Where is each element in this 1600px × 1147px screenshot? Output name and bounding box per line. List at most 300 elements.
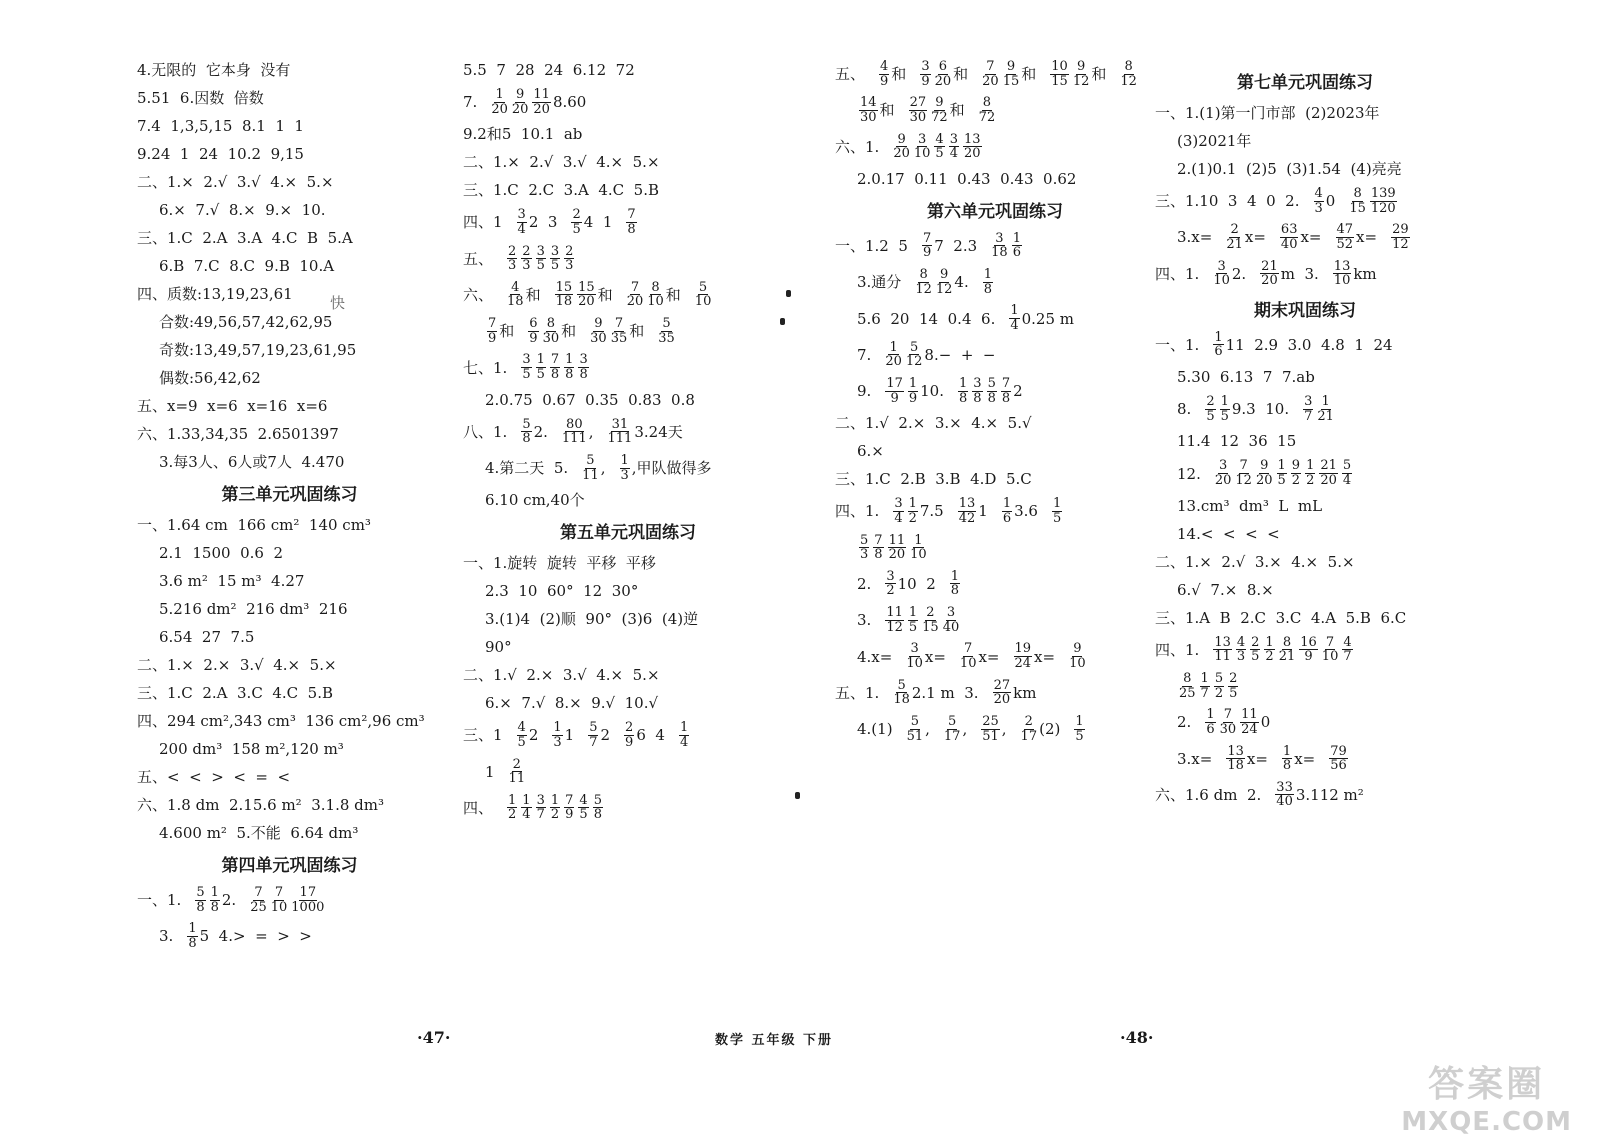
fraction-denominator: 7 [536, 807, 545, 823]
answer-text: 10 2 [897, 574, 936, 593]
answer-line [137, 627, 442, 647]
answer-line [463, 490, 793, 510]
fraction [906, 341, 923, 369]
fraction-numerator: 21 [1261, 258, 1278, 274]
fraction-numerator: 1 [914, 532, 923, 548]
answer-text: 和 [949, 101, 965, 120]
fraction-numerator: 3 [886, 568, 895, 584]
answer-text: 3. [857, 611, 872, 630]
answer-line [137, 711, 442, 731]
answer-text: 六、1. [835, 137, 880, 156]
fraction-denominator: 7 [1343, 649, 1352, 665]
section-heading: 第四单元巩固练习 [221, 856, 358, 876]
fraction-numerator: 4 [1314, 186, 1323, 201]
fraction-numerator: 1 [188, 921, 197, 937]
answer-line [1155, 367, 1455, 387]
fraction-denominator: 52 [1336, 236, 1354, 252]
fraction-denominator: 8 [565, 367, 574, 383]
fraction [1236, 636, 1246, 664]
fraction [915, 268, 932, 296]
fraction [1342, 459, 1352, 487]
fraction-numerator: 4 [880, 59, 889, 74]
fraction [922, 232, 932, 260]
fraction [958, 497, 977, 525]
answer-text: 4 1 [583, 213, 613, 232]
fraction-denominator: 12 [905, 354, 923, 370]
fraction [552, 721, 562, 749]
fraction [487, 317, 497, 345]
fraction-denominator: 4 [949, 146, 958, 162]
fraction-denominator: 2 [508, 807, 517, 823]
ink-spot [780, 318, 785, 325]
fraction-denominator: 25 [1179, 685, 1196, 701]
fraction [626, 208, 636, 236]
fraction-denominator: 51 [906, 728, 924, 744]
fraction-denominator: 8 [973, 390, 982, 406]
fraction-denominator: 12 [915, 281, 932, 297]
fraction [578, 353, 588, 381]
page-number-right: ·48· [1120, 1028, 1154, 1047]
fraction [958, 377, 968, 405]
answer-line [463, 208, 793, 236]
fraction-denominator: 12 [1120, 73, 1137, 89]
answer-text: 5 4.> = > > [199, 927, 312, 946]
fraction [578, 794, 588, 822]
fraction-denominator: 5 [908, 619, 918, 635]
answer-text: 4.无限的 它本身 没有 [137, 61, 291, 79]
fraction [1205, 708, 1215, 736]
fraction-denominator: 21 [1317, 408, 1334, 424]
answer-text: 三、1.C 2.A 3.A 4.C B 5.A [137, 229, 353, 247]
answer-line [463, 553, 793, 573]
fraction [1275, 781, 1294, 809]
fraction-denominator: 2 [908, 510, 917, 526]
answer-text: 和 [629, 322, 645, 341]
fraction-numerator: 13 [958, 496, 976, 512]
fraction-numerator: 1 [1265, 634, 1274, 650]
fraction-numerator: 8 [1183, 670, 1192, 686]
answer-line [137, 452, 442, 472]
fraction-numerator: 79 [1330, 743, 1347, 759]
fraction [507, 794, 517, 822]
fraction [879, 60, 889, 88]
fraction [210, 886, 220, 914]
fraction [944, 715, 961, 743]
fraction-denominator: 9 [529, 330, 538, 346]
fraction-numerator: 1 [1052, 496, 1062, 512]
answer-text: 3.x= [1177, 749, 1213, 768]
fraction [885, 570, 895, 598]
answer-line [137, 172, 442, 192]
answer-text: 2.1 m 3. [911, 683, 979, 702]
fraction-denominator: 10 [694, 294, 712, 310]
fraction-numerator: 3 [894, 496, 903, 512]
fraction-denominator: 5 [1220, 408, 1229, 424]
fraction-numerator: 5 [1214, 670, 1224, 686]
fraction-denominator: 5 [536, 367, 545, 383]
fraction-numerator: 5 [860, 532, 869, 548]
fraction-numerator: 2 [508, 243, 517, 259]
fraction-numerator: 139 [1370, 186, 1396, 201]
fraction [695, 281, 712, 309]
fraction [536, 794, 546, 822]
fraction-numerator: 5 [897, 677, 906, 693]
fraction-denominator: 10 [1321, 649, 1339, 665]
fraction [582, 454, 599, 482]
answer-line [137, 60, 442, 80]
fraction-denominator: 5 [1052, 510, 1062, 526]
answer-line [137, 312, 442, 332]
column-3 [835, 60, 1155, 751]
answer-line [1155, 580, 1455, 600]
answer-line [137, 599, 442, 619]
fraction [1003, 60, 1020, 88]
fraction [920, 60, 930, 88]
fraction-numerator: 6 [529, 316, 538, 332]
fraction-denominator: 21 [1226, 236, 1243, 252]
fraction [936, 268, 953, 296]
fraction-denominator: 20 [893, 146, 910, 162]
fraction-denominator: 4 [894, 510, 903, 526]
fraction-numerator: 7 [488, 316, 497, 332]
fraction-numerator: 13 [1333, 258, 1351, 274]
fraction-denominator: 10 [910, 547, 927, 563]
fraction [885, 606, 904, 634]
fraction [1002, 497, 1012, 525]
fraction-denominator: 8 [210, 899, 219, 915]
answer-line [835, 413, 1155, 433]
fraction-denominator: 4 [517, 221, 526, 237]
fraction [909, 96, 928, 124]
answer-text: 2 [600, 726, 611, 745]
fraction [1291, 459, 1301, 487]
fraction [271, 886, 288, 914]
fraction-denominator: 35 [610, 330, 628, 346]
fraction-denominator: 111 [561, 431, 587, 447]
answer-text: 4. [954, 273, 969, 292]
fraction-numerator: 47 [1336, 222, 1354, 238]
answer-line [835, 341, 1155, 369]
answer-text: 7. [463, 93, 478, 112]
fraction-denominator: 5 [579, 807, 588, 823]
answer-line [1155, 131, 1455, 151]
fraction-numerator: 7 [874, 532, 883, 548]
fraction [950, 570, 960, 598]
fraction-numerator: 11 [888, 532, 906, 548]
fraction-numerator: 3 [536, 243, 545, 259]
answer-line [137, 683, 442, 703]
answer-text: 七、1. [463, 358, 508, 377]
answer-text: x= [1246, 749, 1268, 768]
fraction [981, 715, 1000, 743]
fraction-denominator: 24 [1014, 656, 1032, 672]
answer-text: 8.− + − [924, 345, 996, 364]
fraction-numerator: 1 [553, 720, 562, 736]
fraction-denominator: 10 [959, 656, 977, 672]
fraction-denominator: 20 [993, 692, 1011, 708]
fraction-denominator: 17 [1020, 728, 1038, 744]
answer-text: , [588, 422, 594, 441]
answer-line [463, 390, 793, 410]
answer-text: 9.3 10. [1231, 400, 1290, 419]
fraction-numerator: 7 [274, 885, 284, 900]
fraction-numerator: 27 [993, 677, 1011, 693]
fraction-denominator: 5 [935, 146, 944, 162]
fraction [512, 88, 529, 116]
fraction-numerator: 8 [1124, 59, 1133, 74]
fraction-numerator: 33 [1276, 779, 1293, 795]
answer-text: 7 2.3 [934, 236, 978, 255]
fraction-numerator: 3 [579, 352, 588, 368]
answer-text: 6 4 [636, 726, 665, 745]
fraction-numerator: 2 [522, 243, 531, 259]
fraction [647, 281, 664, 309]
fraction-numerator: 1 [959, 375, 968, 391]
fraction [1050, 60, 1069, 88]
fraction-numerator: 9 [515, 87, 525, 102]
answer-text: 4.(1) [857, 720, 893, 739]
fraction-numerator: 1 [908, 605, 918, 621]
fraction-denominator: 5 [522, 367, 531, 383]
fraction [908, 497, 918, 525]
fraction-denominator: 18 [555, 294, 573, 310]
fraction [1205, 395, 1215, 423]
fraction [1001, 377, 1011, 405]
answer-text: 4.x= [857, 647, 893, 666]
fraction-numerator: 5 [909, 339, 919, 355]
fraction [1120, 60, 1137, 88]
fraction-numerator: 5 [196, 885, 205, 900]
answer-line [137, 795, 442, 815]
fraction [960, 642, 977, 670]
fraction [888, 534, 907, 562]
answer-line [1155, 331, 1455, 359]
answer-text: 9.2和5 10.1 ab [463, 125, 583, 144]
fraction-denominator: 8 [188, 935, 197, 951]
fraction [922, 606, 939, 634]
answer-text: 三、1.A B 2.C 3.C 4.A 5.B 6.C [1155, 608, 1407, 627]
answer-line [1155, 608, 1455, 628]
answer-text: 10. [920, 382, 944, 401]
fraction-denominator: 30 [909, 109, 927, 125]
fraction-denominator: 12 [935, 281, 953, 297]
fraction-denominator: 2 [886, 583, 895, 599]
answer-text: km [1013, 683, 1037, 702]
fraction-denominator: 21 [1278, 649, 1296, 665]
fraction [543, 317, 560, 345]
fraction [1074, 715, 1084, 743]
fraction-numerator: 1 [522, 792, 531, 808]
answer-text: 3.6 m² 15 m³ 4.27 [159, 572, 305, 590]
answer-line [463, 88, 793, 116]
answer-line [835, 169, 1155, 189]
fraction-numerator: 8 [1353, 186, 1362, 201]
fraction-denominator: 11 [1214, 649, 1231, 665]
fraction [1280, 223, 1299, 251]
answer-text: 三、1.C 2.B 3.B 4.D 5.C [835, 470, 1032, 489]
answer-text: 和 [1021, 65, 1037, 84]
fraction-denominator: 72 [931, 109, 948, 125]
answer-text: 三、1.10 3 4 0 2. [1155, 192, 1300, 211]
answer-text: 和 [1091, 65, 1107, 84]
fraction-numerator: 3 [536, 792, 545, 808]
answer-text: (3)2021年 [1177, 132, 1252, 150]
fraction-numerator: 1 [1002, 496, 1012, 512]
column-4 [1155, 60, 1455, 817]
fraction-numerator: 7 [627, 207, 636, 223]
fraction [1329, 745, 1348, 773]
fraction [532, 88, 551, 116]
answer-text: 0 [1325, 192, 1336, 211]
fraction-numerator: 8 [919, 267, 928, 283]
fraction-numerator: 1 [950, 568, 960, 584]
answer-text: 一、1.2 5 [835, 236, 908, 255]
fraction-denominator: 18 [991, 245, 1008, 261]
fraction-denominator: 2 [1265, 649, 1274, 665]
answer-text: x= [1300, 228, 1322, 247]
fraction-denominator: 51 [982, 728, 999, 744]
fraction-denominator: 8 [1282, 758, 1292, 774]
fraction-denominator: 3 [620, 467, 629, 483]
answer-text: 2.3 10 60° 12 30° [485, 582, 639, 601]
answer-text: 一、1.旋转 旋转 平移 平移 [463, 554, 656, 573]
fraction-denominator: 20 [511, 101, 529, 117]
fraction-numerator: 5 [698, 279, 708, 295]
fraction [906, 642, 923, 670]
fraction [577, 281, 596, 309]
fraction [943, 606, 960, 634]
fraction-numerator: 3 [1217, 258, 1226, 274]
fraction-numerator: 1 [983, 267, 992, 283]
fraction [935, 60, 952, 88]
fraction-denominator: 3 [1314, 200, 1323, 216]
answer-text: 2 3 [528, 213, 558, 232]
fraction [1264, 636, 1274, 664]
fraction-denominator: 3 [508, 258, 517, 274]
fraction-denominator: 15 [1349, 200, 1366, 216]
answer-line [1155, 103, 1455, 123]
fraction-numerator: 3 [917, 131, 927, 147]
footer-subject: 数学 五年级 下册 [715, 1033, 834, 1048]
fraction-numerator: 21 [1320, 458, 1337, 474]
answer-text: x= [1034, 647, 1056, 666]
fraction [1226, 745, 1245, 773]
fraction [1069, 642, 1086, 670]
fraction-numerator: 3 [1304, 394, 1313, 410]
answer-text: 2. [533, 422, 548, 441]
fraction [1014, 642, 1033, 670]
fraction-numerator: 19 [1014, 641, 1032, 657]
answer-text: 9. [857, 382, 872, 401]
fraction [1303, 395, 1313, 423]
fraction-denominator: 15 [922, 619, 939, 635]
answer-text: 2.0.17 0.11 0.43 0.43 0.62 [857, 169, 1077, 188]
answer-text: , [600, 459, 606, 478]
answer-text: 5.51 6.因数 倍数 [137, 89, 264, 107]
fraction-denominator: 20 [934, 73, 952, 89]
answer-text: 二、1.× 2.√ 3.√ 4.× 5.× [137, 173, 334, 191]
answer-text: 8.60 [552, 93, 587, 112]
fraction [517, 208, 527, 236]
fraction [1256, 459, 1273, 487]
answer-line [1155, 496, 1455, 516]
watermark [1401, 1056, 1572, 1137]
answer-line [137, 368, 442, 388]
fraction [1213, 260, 1230, 288]
fraction [1220, 708, 1237, 736]
fraction [1215, 459, 1232, 487]
answer-text: (2) [1039, 720, 1061, 739]
answer-text: 和 [561, 322, 577, 341]
answer-text: 3. [159, 927, 174, 946]
fraction-denominator: 20 [578, 294, 595, 310]
answer-text: 五、1. [835, 683, 880, 702]
fraction-numerator: 1 [1220, 394, 1229, 410]
answer-line [1155, 187, 1455, 215]
fraction-denominator: 9 [625, 734, 634, 750]
fraction [195, 886, 205, 914]
fraction-numerator: 7 [1223, 707, 1232, 723]
fraction-denominator: 4 [1342, 473, 1352, 489]
fraction-numerator: 4 [1236, 634, 1246, 650]
fraction-denominator: 4 [1010, 318, 1019, 334]
answer-line [835, 441, 1155, 461]
answer-text: 和 [891, 65, 907, 84]
fraction-numerator: 7 [254, 885, 263, 900]
fraction [1012, 232, 1022, 260]
fraction-numerator: 7 [1001, 375, 1011, 391]
fraction [908, 377, 918, 405]
fraction-denominator: 8 [550, 367, 560, 383]
fraction-numerator: 1 [620, 452, 629, 468]
fraction-denominator: 11 [508, 771, 526, 787]
fraction [1277, 459, 1287, 487]
fraction [1228, 672, 1238, 700]
answer-text: 四、1. [835, 502, 880, 521]
answer-line [463, 317, 793, 345]
fraction [1052, 497, 1062, 525]
fraction [1226, 223, 1243, 251]
fraction-numerator: 13 [1227, 743, 1244, 759]
answer-line [137, 88, 442, 108]
answer-line [835, 570, 1155, 598]
fraction-denominator: 12 [886, 619, 903, 635]
answer-line [1155, 781, 1455, 809]
fraction-numerator: 1 [1075, 713, 1084, 729]
answer-text: 6.10 cm,40个 [485, 491, 585, 510]
answer-text: 6.B 7.C 8.C 9.B 10.A [159, 257, 335, 275]
fraction [1213, 636, 1232, 664]
answer-text: 一、1. [137, 891, 182, 910]
answer-text: 八、1. [463, 422, 508, 441]
fraction-denominator: 20 [888, 547, 906, 563]
fraction [1009, 304, 1019, 332]
answer-line [835, 642, 1155, 670]
answer-text: 和 [953, 65, 969, 84]
fraction-denominator: 3 [565, 258, 574, 274]
fraction-numerator: 2 [512, 756, 521, 772]
fraction [590, 317, 607, 345]
fraction [507, 245, 517, 273]
fraction [987, 377, 997, 405]
fraction-numerator: 2 [1206, 394, 1215, 410]
fraction-denominator: 18 [1227, 758, 1244, 774]
answer-text: 合数:49,56,57,42,62,95 [159, 313, 333, 331]
fraction-denominator: 8 [522, 431, 531, 447]
fraction [562, 418, 587, 446]
fraction-denominator: 40 [942, 619, 960, 635]
fraction [893, 679, 910, 707]
